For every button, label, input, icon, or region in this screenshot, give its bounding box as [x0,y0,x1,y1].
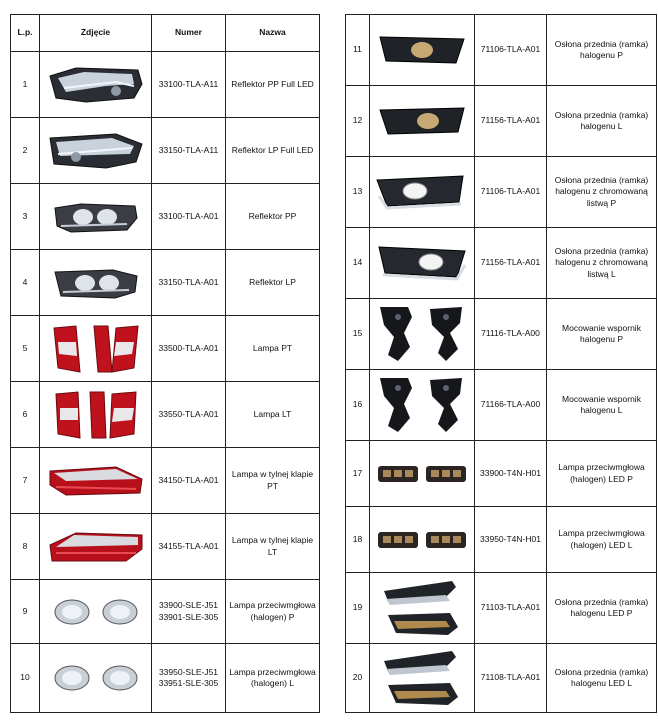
table-row [346,370,657,441]
name-line-1: Osłona przednia (ramka) [554,245,649,256]
table-row [346,507,657,573]
row-photo [370,573,475,644]
row-number: 71116-TLA-A00 [475,299,547,370]
led-fog-lamp-icon [375,529,469,551]
header-photo: Zdjęcie [40,15,152,52]
led-cover-icon [380,647,464,709]
tail-lamp-icon [50,322,142,376]
row-name [547,644,657,713]
row-lp: 17 [346,441,370,507]
name-line-3: listwą L [587,268,616,279]
header-name: Nazwa [226,15,320,52]
row-photo [370,441,475,507]
row-number: 71156-TLA-A01 [475,228,547,299]
table-row [346,228,657,299]
parts-table-right [345,14,657,713]
chrome-cover-icon [373,172,471,212]
table-row [346,441,657,507]
name-line-1: Osłona przednia (ramka) [554,174,649,185]
row-photo [40,184,152,250]
name-line-2: halogenu z chromowaną [555,186,648,197]
name-line-1: Osłona przednia (ramka) [554,38,649,49]
row-photo [370,370,475,441]
row-name [226,644,320,713]
table-row [11,514,320,580]
row-number [152,580,226,644]
name-line-1: Mocowanie wspornik [562,322,641,333]
row-name [547,441,657,507]
name-line-1: Lampa przeciwmgłowa [229,666,316,677]
row-name [547,15,657,86]
row-number: 33150-TLA-A11 [152,118,226,184]
row-number [152,644,226,713]
row-name [547,157,657,228]
tailgate-lamp-icon [46,527,146,567]
part-number-2: 33901-SLE-305 [158,611,219,622]
headlight-icon [51,264,141,302]
led-cover-icon [380,577,464,639]
tail-lamp-icon [50,388,142,442]
row-number: 71103-TLA-A01 [475,573,547,644]
name-line-1: Lampa przeciwmgłowa [229,600,316,611]
led-fog-lamp-icon [375,463,469,485]
row-name [547,370,657,441]
name-line-1: Osłona przednia (ramka) [554,666,649,677]
row-lp: 3 [11,184,40,250]
row-number: 34150-TLA-A01 [152,448,226,514]
name-line-1: Lampa przeciwmgłowa [558,528,645,539]
row-name: Lampa w tylnej klapie PT [226,448,320,514]
row-lp: 11 [346,15,370,86]
table-row [11,316,320,382]
table-row [11,52,320,118]
row-lp: 14 [346,228,370,299]
row-photo [370,157,475,228]
name-line-2: halogenu LED P [570,608,633,618]
row-number: 33950-T4N-H01 [475,507,547,573]
name-line-1: Lampa przeciwmgłowa [558,462,645,473]
row-number: 34155-TLA-A01 [152,514,226,580]
table-header-row [11,15,320,52]
fog-lamp-icon [50,662,142,694]
row-lp: 1 [11,52,40,118]
row-photo [40,448,152,514]
row-photo [370,86,475,157]
table-row [346,15,657,86]
part-number-2: 33951-SLE-305 [158,678,219,688]
row-name: Lampa w tylnej klapie LT [226,514,320,580]
chrome-cover-icon [373,243,471,283]
row-photo [370,299,475,370]
row-name: Reflektor LP [226,250,320,316]
row-lp: 20 [346,644,370,713]
row-number: 33100-TLA-A11 [152,52,226,118]
row-lp: 12 [346,86,370,157]
row-number: 33150-TLA-A01 [152,250,226,316]
row-photo [40,644,152,713]
row-number: 33100-TLA-A01 [152,184,226,250]
tailgate-lamp-icon [46,461,146,501]
name-line-1: Osłona przednia (ramka) [554,109,649,120]
table-row [11,580,320,644]
table-row [346,299,657,370]
table-row [11,382,320,448]
row-number: 33550-TLA-A01 [152,382,226,448]
header-lp: L.p. [11,15,40,52]
headlight-icon [46,130,146,172]
parts-table-left [10,14,320,713]
bracket-icon [374,374,470,436]
name-line-1: Osłona przednia (ramka) [554,596,649,607]
name-line-2: (halogen) LED L [570,539,633,550]
name-line-2: (halogen) L [250,678,294,688]
bracket-icon [374,303,470,365]
name-line-2: (halogen) LED P [570,473,633,484]
name-line-2: halogenu L [580,405,623,415]
row-photo [40,118,152,184]
name-line-2: (halogen) P [250,611,295,622]
row-number: 71108-TLA-A01 [475,644,547,713]
name-line-2: halogenu P [579,334,623,344]
row-name: Reflektor LP Full LED [226,118,320,184]
table-row [346,86,657,157]
row-photo [40,250,152,316]
row-name [547,507,657,573]
table-row [11,184,320,250]
row-photo [370,507,475,573]
row-name: Lampa LT [226,382,320,448]
row-lp: 13 [346,157,370,228]
name-line-2: halogenu z chromowaną [555,257,648,268]
row-lp: 4 [11,250,40,316]
row-name: Reflektor PP Full LED [226,52,320,118]
row-lp: 16 [346,370,370,441]
row-name [547,86,657,157]
headlight-icon [51,198,141,236]
row-lp: 18 [346,507,370,573]
table-row [11,644,320,713]
row-lp: 19 [346,573,370,644]
table-row [11,250,320,316]
part-number-1: 33950-SLE-J51 [158,666,219,677]
row-photo [370,15,475,86]
row-photo [370,644,475,713]
fog-cover-icon [376,104,468,138]
table-row [11,118,320,184]
row-photo [40,580,152,644]
row-lp: 10 [11,644,40,713]
headlight-icon [46,64,146,106]
row-lp: 6 [11,382,40,448]
fog-cover-icon [376,33,468,67]
row-lp: 5 [11,316,40,382]
name-line-2: halogenu P [579,50,623,60]
row-number: 33900-T4N-H01 [475,441,547,507]
name-line-3: listwą P [586,197,617,208]
row-number: 33500-TLA-A01 [152,316,226,382]
row-photo [40,316,152,382]
header-number: Numer [152,15,226,52]
name-line-1: Mocowanie wspornik [562,393,641,404]
row-name: Lampa PT [226,316,320,382]
row-name [226,580,320,644]
table-row [346,644,657,713]
row-name [547,573,657,644]
row-number: 71106-TLA-A01 [475,15,547,86]
row-number: 71156-TLA-A01 [475,86,547,157]
row-lp: 2 [11,118,40,184]
row-name [547,299,657,370]
table-row [346,157,657,228]
part-number-1: 33900-SLE-J51 [158,600,219,611]
row-photo [40,514,152,580]
row-photo [370,228,475,299]
name-line-2: halogenu LED L [571,678,632,688]
table-row [346,573,657,644]
row-number: 71166-TLA-A00 [475,370,547,441]
fog-lamp-icon [50,596,142,628]
row-name: Reflektor PP [226,184,320,250]
row-lp: 9 [11,580,40,644]
row-lp: 15 [346,299,370,370]
row-name [547,228,657,299]
row-photo [40,52,152,118]
row-photo [40,382,152,448]
table-row [11,448,320,514]
row-number: 71106-TLA-A01 [475,157,547,228]
row-lp: 8 [11,514,40,580]
row-lp: 7 [11,448,40,514]
name-line-2: halogenu L [580,121,623,131]
